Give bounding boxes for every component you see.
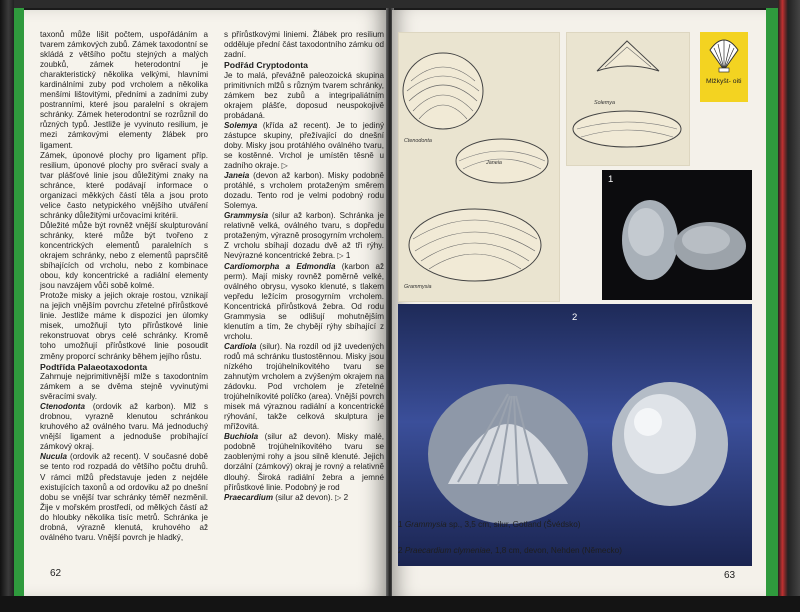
section-label: Mlžkyšt- oiti [706, 78, 742, 85]
taxon-name: Cardiola [224, 341, 257, 351]
right-page-number: 63 [724, 570, 736, 581]
left-text-column [40, 30, 208, 543]
shell-drawing-panel-left [398, 32, 560, 302]
right-green-edge [766, 8, 778, 598]
left-green-edge [14, 8, 24, 598]
book-top-edge [0, 0, 800, 8]
taxon-description: (silur až karbon). Schránka je relativně velká, oválného tvaru, s dopředu protaženým, výrazně prosogyrním vrcholem. Z vrcholu sbíhají dozadu dvě až tři rýhy. Nevýrazné koncentrické žebra. ▷ 1 [224, 211, 384, 261]
taxon-name: Grammysia [224, 211, 269, 221]
book-left-edge [0, 0, 14, 612]
right-text-column [224, 30, 384, 503]
caption-1 [398, 520, 768, 530]
body-paragraph: Zahrnuje nejprimitivnější mlže s taxodontním zámkem a se dvěma stejně vyvinutými svěracími svaly. [40, 372, 208, 402]
body-paragraph: taxonů může lišit počtem, uspořádáním a tvarem zámkových zubů. Zámek taxodontní se skládá z většího počtu stejných a malých zoubků, zámek heterodontní je charakteristický několika velkými, hlavními kardinálními zuby pod vrcholem a několika menšími lištovitými, předními a zadními zuby postranními, které jsou paralelní s okrajem schránky. Zámek heterodontní se rozrůznil do různých typů. Jestliže je vyvinuto resilium, je mezi zámkovými elementy žlábek pro ligament. [40, 30, 208, 150]
scallop-shell-icon [700, 32, 748, 76]
taxon-name: Solemya [224, 120, 258, 130]
section-tab [700, 32, 748, 102]
hinge-drawing [597, 41, 659, 71]
taxon-name: Buchiola [224, 432, 259, 442]
book-bottom-shadow [0, 596, 800, 612]
taxon-entry [224, 262, 384, 342]
janeia-drawing [456, 139, 548, 183]
label-solemya: Solemya [594, 100, 615, 106]
solemya-drawing [573, 111, 681, 147]
taxon-description: (ordovik až karbon). Mlž s drobnou, vyrazně klenutou schránkou kruhového až oválného tvaru. Má jednoduchý vnější ligament a jednoduše probíhající zámkový okraj. [40, 402, 208, 452]
body-paragraph: s přírůstkovými liniemi. Žlábek pro resilium odděluje přední část taxodontního zámku od zadní. [224, 30, 384, 60]
taxon-entry [224, 121, 384, 171]
taxon-description: (devon až karbon). Misky podobně protáhlé, s vrcholem protaženým směrem dozadu. Tento rod je velmi podobný rodu Solemya. [224, 171, 384, 211]
taxon-description: (silur až devon). ▷ 2 [273, 492, 349, 502]
taxon-entry [224, 342, 384, 432]
photo-label-1: 1 [608, 174, 614, 185]
taxon-entry [40, 452, 208, 542]
label-janeia: Janeia [486, 160, 502, 166]
shell-drawings-right [567, 33, 689, 165]
body-paragraph: Je to malá, převážně paleozoická skupina primitivních mlžů s různým tvarem schránky, zámkem bez zubů a integripaliátním okrajem plášťe, doposud neuspokojivě probádaná. [224, 70, 384, 120]
section-heading: Podtřída Palaeotaxodonta [40, 361, 148, 372]
taxon-name: Nucula [40, 452, 67, 462]
photo-grammysia [602, 170, 752, 300]
grammysia-fossil-image [602, 170, 752, 300]
grammysia-drawing [409, 209, 541, 281]
body-paragraph: Důležité může být rovněž vnější skulpturování schránky, které může být tvořeno z koncentrických elementů paralelních s okrajem schránky, nebo z elementů paprsčitě sbíhajících od vrcholu, nebo z kombinace obou, kdy koncentrické a radiální elementy jsou navzájem vůči sobě kolmé. [40, 220, 208, 291]
shell-drawing-panel-right [566, 32, 690, 166]
caption-1-text: sp., 3,5 cm, silur, Gotland (Švédsko) [446, 520, 581, 529]
label-grammysia: Grammysia [404, 284, 432, 290]
book-right-edge [778, 0, 800, 612]
taxon-description: (silur až devon). Misky malé, podobně trojúhelníkovitého tvaru se zaoblenými rohy a jsou silně klenuté. Jejich dorzální (zámkový) okraj je rovný a relativně dlouhý. Široká radiální žebra a jemné přírůstkové linie. Podobný je rod [224, 432, 384, 492]
taxon-entry [224, 493, 384, 503]
photo-label-2: 2 [572, 312, 578, 323]
caption-2-text: , 1,8 cm, devon, Nehden (Německo) [490, 546, 622, 555]
section-heading: Podřád Cryptodonta [224, 60, 308, 71]
caption-2-name: Praecardium clymeniae [404, 546, 491, 555]
taxon-description: (křída až recent). Je to jediný zástupce skupiny, přežívající do dnešní doby. Misky jsou protáhlého oválného tvaru, se kostěnné. Vrchol je umístěn těsně u zadního okraje. ▷ [224, 120, 384, 171]
body-paragraph: Protože misky a jejich okraje rostou, vznikají na jejich vnějším povrchu zřetelné přírůstkové linie. Jestliže máme k dispozici jen úlomky misek, umožňují tyto přírůstkové linie rekonstruovat obrys celé schránky. Kromě toho umožňují přírůstkové linie posoudit změny proporcí schránky během jejího růstu. [40, 291, 208, 361]
taxon-name: Ctenodonta [40, 402, 85, 412]
taxon-description: (karbon až perm). Mají misky rovněž poměrně velké, oválného obrysu, vysoko klenuté, s tlakem vepředu ležícím prosogyrním vrcholem. Koncentrická přírůstková žebra. Od rodu Grammysia se odlišují mohutnějším klenutím a tím, že chybějí rýhy sbíhající z vrcholu. [224, 261, 384, 341]
left-page-number: 62 [50, 568, 62, 579]
caption-2-number: 2 [398, 546, 403, 555]
label-ctenodonta: Ctenodonta [404, 138, 432, 144]
taxon-name: Praecardium [224, 492, 274, 502]
caption-1-name: Grammysia [404, 520, 447, 529]
body-paragraph: Zámek, úponové plochy pro ligament příp. resilium, úponové plochy pro svěrací svaly a tvar plášťové linie jsou důležitými znaky na schránce, které podávají informace o organizaci měkkých částí těla a jsou proto velice často netypického vnějšího utváření schránky důležitými určovacími kritérii. [40, 150, 208, 220]
ctenodonta-drawing [403, 53, 483, 129]
taxon-description: (silur). Na rozdíl od již uvedených rodů má schránku tlustostěnnou. Misky jsou nízkého trojúhelníkovitého tvaru se zahnutým vrcholem a zvýšeným okrajem na zádovku. Pod vrcholem je zřetelné trojúhelníkovité políčko (area). Vnější povrch misek má výraznou radiální a koncentrické rýhování, takže celková skulptura je mřížovitá. [224, 341, 384, 432]
taxon-description: (ordovik až recent). V současné době se tento rod rozpadá do většího počtu druhů. V rámci mlžů představuje jeden z nejdéle existujících taxonů a od ordoviku až po dnešní dobu se vnější tvar schránky téměř nezměnil. Žije v mořském prostředí, od mělkých částí až do hloubky několika tisíc metrů. Schránka je drobná, výrazně klenutá, kruhového až oválného tvaru. Vnější povrch je hladký, [40, 452, 208, 542]
shell-drawings-left [399, 33, 559, 301]
taxon-entry [224, 432, 384, 492]
taxon-name: Janeia [224, 171, 250, 181]
taxon-name: Cardiomorpha a Edmondia [224, 261, 336, 271]
taxon-entry [40, 402, 208, 452]
taxon-entry [224, 171, 384, 211]
caption-1-number: 1 [398, 520, 403, 529]
caption-2 [398, 546, 768, 556]
taxon-entry [224, 211, 384, 261]
